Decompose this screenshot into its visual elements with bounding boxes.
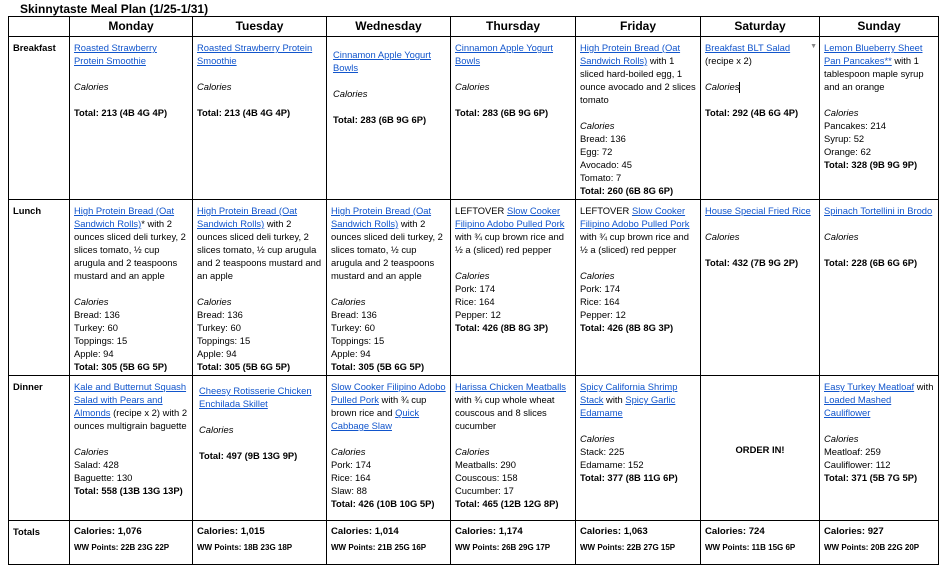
dinner-thursday-cell xyxy=(451,376,576,521)
recipe-description: with ¾ cup brown rice and xyxy=(331,394,427,418)
day-header-wednesday: Wednesday xyxy=(327,17,451,37)
calorie-item: Pork: 174 xyxy=(580,283,621,294)
calories-label: Calories xyxy=(74,446,109,457)
calories-label: Calories xyxy=(824,107,859,118)
day-header-friday: Friday xyxy=(576,17,701,37)
calorie-item: Cucumber: 17 xyxy=(455,485,514,496)
meal-plan-table xyxy=(8,16,939,565)
meal-total: Total: 426 (8B 8G 3P) xyxy=(580,322,674,333)
calorie-item: Toppings: 15 xyxy=(197,335,251,346)
totals-thursday-cell xyxy=(451,521,576,565)
breakfast-saturday-cell[interactable] xyxy=(701,37,820,200)
calories-label: Calories xyxy=(705,231,740,242)
calorie-item: Salad: 428 xyxy=(74,459,119,470)
daily-calories: Calories: 724 xyxy=(705,526,765,537)
calories-label: Calories xyxy=(824,433,859,444)
ww-points: WW Points: 18B 23G 18P xyxy=(197,543,293,552)
recipe-description: with 2 ounces sliced deli turkey, 2 slices tomato, ½ cup arugula and 2 teaspoons mustard and an apple xyxy=(197,218,322,281)
breakfast-wednesday-cell xyxy=(327,37,451,200)
calorie-item: Avocado: 45 xyxy=(580,159,632,170)
totals-friday-cell xyxy=(576,521,701,565)
recipe-link[interactable]: Breakfast BLT Salad xyxy=(705,42,791,53)
recipe-description: with 1 tablespoon maple syrup and an orange xyxy=(824,55,924,92)
calorie-item: Bread: 136 xyxy=(580,133,626,144)
meal-total: Total: 465 (12B 12G 8P) xyxy=(455,498,559,509)
recipe-link[interactable]: Spicy California Shrimp Stack xyxy=(580,381,678,405)
calories-label: Calories xyxy=(580,120,615,131)
recipe-link[interactable]: Harissa Chicken Meatballs xyxy=(455,381,566,392)
row-label-lunch: Lunch xyxy=(9,200,70,376)
calorie-item: Pepper: 12 xyxy=(455,309,501,320)
calorie-item: Baguette: 130 xyxy=(74,472,133,483)
meal-total: Total: 292 (4B 6G 4P) xyxy=(705,107,799,119)
calories-label: Calories xyxy=(74,296,109,307)
daily-calories: Calories: 1,063 xyxy=(580,526,648,537)
meal-total: Total: 497 (9B 13G 9P) xyxy=(199,450,298,461)
lunch-friday-cell xyxy=(576,200,701,376)
recipe-link[interactable]: High Protein Bread (Oat Sandwich Rolls) xyxy=(197,205,298,229)
calorie-item: Apple: 94 xyxy=(331,348,371,359)
dinner-monday-cell xyxy=(70,376,193,521)
recipe-link[interactable]: High Protein Bread (Oat Sandwich Rolls) xyxy=(580,42,681,66)
calories-label: Calories xyxy=(331,446,366,457)
lunch-tuesday-cell xyxy=(193,200,327,376)
calories-label: Calories xyxy=(333,88,368,99)
ww-points: WW Points: 22B 23G 22P xyxy=(74,543,170,552)
calorie-item: Turkey: 60 xyxy=(74,322,118,333)
calorie-item: Syrup: 52 xyxy=(824,133,865,144)
totals-row xyxy=(9,521,939,565)
lunch-monday-cell xyxy=(70,200,193,376)
dinner-sunday-cell xyxy=(820,376,939,521)
recipe-link[interactable]: Kale and Butternut Squash Salad with Pears and Almonds xyxy=(74,381,187,418)
recipe-link-secondary[interactable]: Loaded Mashed Cauliflower xyxy=(824,394,892,418)
calories-label: Calories xyxy=(824,231,859,242)
recipe-link[interactable]: Cheesy Rotisserie Chicken Enchilada Skillet xyxy=(199,385,312,409)
meal-total: Total: 558 (13B 13G 13P) xyxy=(74,485,183,496)
recipe-link[interactable]: Roasted Strawberry Protein Smoothie xyxy=(197,42,313,66)
calorie-item: Apple: 94 xyxy=(197,348,237,359)
lunch-row xyxy=(9,200,939,376)
row-label-dinner: Dinner xyxy=(9,376,70,521)
recipe-link[interactable]: Slow Cooker Filipino Adobo Pulled Pork xyxy=(580,205,690,229)
ww-points: WW Points: 26B 29G 17P xyxy=(455,543,551,552)
recipe-description: with xyxy=(914,381,934,392)
recipe-link[interactable]: Slow Cooker Filipino Adobo Pulled Pork xyxy=(455,205,565,229)
calorie-item: Tomato: 7 xyxy=(580,172,622,183)
corner-cell xyxy=(9,17,70,37)
recipe-link[interactable]: Cinnamon Apple Yogurt Bowls xyxy=(455,42,553,66)
day-header-monday: Monday xyxy=(70,17,193,37)
lunch-wednesday-cell xyxy=(327,200,451,376)
meal-total: Total: 328 (9B 9G 9P) xyxy=(824,159,918,170)
recipe-link-secondary[interactable]: Spicy Garlic Edamame xyxy=(580,394,676,418)
day-header-saturday: Saturday xyxy=(701,17,820,37)
breakfast-tuesday-cell xyxy=(193,37,327,200)
ww-points: WW Points: 22B 27G 15P xyxy=(580,543,676,552)
recipe-description: with ¾ cup brown rice and ½ a (sliced) red pepper xyxy=(580,231,689,255)
meal-total: Total: 371 (5B 7G 5P) xyxy=(824,472,918,483)
lunch-thursday-cell xyxy=(451,200,576,376)
recipe-link[interactable]: Roasted Strawberry Protein Smoothie xyxy=(74,42,157,66)
calories-label: Calories xyxy=(455,446,490,457)
recipe-link[interactable]: House Special Fried Rice xyxy=(705,205,811,216)
recipe-link[interactable]: High Protein Bread (Oat Sandwich Rolls) xyxy=(74,205,175,229)
day-header-tuesday: Tuesday xyxy=(193,17,327,37)
recipe-description: with ¾ cup brown rice and ½ a (sliced) red pepper xyxy=(455,231,564,255)
breakfast-monday-cell xyxy=(70,37,193,200)
calorie-item: Edamame: 152 xyxy=(580,459,644,470)
calorie-item: Rice: 164 xyxy=(331,472,371,483)
calorie-item: Slaw: 88 xyxy=(331,485,367,496)
daily-calories: Calories: 1,076 xyxy=(74,526,142,537)
totals-tuesday-cell xyxy=(193,521,327,565)
recipe-link[interactable]: Spinach Tortellini in Brodo xyxy=(824,205,933,216)
calorie-item: Toppings: 15 xyxy=(74,335,128,346)
day-header-thursday: Thursday xyxy=(451,17,576,37)
daily-calories: Calories: 1,014 xyxy=(331,526,399,537)
dropdown-arrow-icon[interactable]: ▼ xyxy=(810,43,817,50)
ww-points: WW Points: 11B 15G 6P xyxy=(705,543,796,552)
calorie-item: Bread: 136 xyxy=(74,309,120,320)
day-header-sunday: Sunday xyxy=(820,17,939,37)
recipe-description: * with 2 ounces sliced deli turkey, 2 slices tomato, ½ cup arugula and 2 teaspoons mustard and an apple xyxy=(74,218,186,281)
totals-saturday-cell xyxy=(701,521,820,565)
breakfast-row xyxy=(9,37,939,200)
calories-label: Calories xyxy=(199,424,234,435)
row-label-breakfast: Breakfast xyxy=(9,37,70,200)
calorie-item: Toppings: 15 xyxy=(331,335,385,346)
breakfast-friday-cell xyxy=(576,37,701,200)
ww-points: WW Points: 21B 25G 16P xyxy=(331,543,427,552)
meal-total: Total: 283 (6B 9G 6P) xyxy=(455,107,549,118)
calorie-item: Apple: 94 xyxy=(74,348,114,359)
row-label-totals: Totals xyxy=(9,521,70,565)
meal-total: Total: 283 (6B 9G 6P) xyxy=(333,114,427,125)
totals-wednesday-cell xyxy=(327,521,451,565)
calories-label: Calories xyxy=(705,81,740,92)
calories-label: Calories xyxy=(331,296,366,307)
lunch-saturday-cell xyxy=(701,200,820,376)
calorie-item: Orange: 62 xyxy=(824,146,871,157)
recipe-description: (recipe x 2) xyxy=(705,55,752,66)
calorie-item: Pork: 174 xyxy=(455,283,496,294)
meal-total: Total: 260 (6B 8G 6P) xyxy=(580,185,674,196)
meal-total: Total: 305 (5B 6G 5P) xyxy=(331,361,425,372)
meal-total: Total: 213 (4B 4G 4P) xyxy=(197,107,291,118)
recipe-description: with 2 ounces sliced deli turkey, 2 slices tomato, ½ cup arugula and 2 teaspoons mustard and an apple xyxy=(331,218,443,281)
dinner-row xyxy=(9,376,939,521)
dinner-friday-cell xyxy=(576,376,701,521)
calorie-item: Meatloaf: 259 xyxy=(824,446,881,457)
page-title: Skinnytaste Meal Plan (1/25-1/31) xyxy=(20,2,209,16)
breakfast-sunday-cell xyxy=(820,37,939,200)
recipe-link[interactable]: Easy Turkey Meatloaf xyxy=(824,381,915,392)
breakfast-thursday-cell xyxy=(451,37,576,200)
calorie-item: Bread: 136 xyxy=(331,309,377,320)
calories-label: Calories xyxy=(197,296,232,307)
calorie-item: Turkey: 60 xyxy=(197,322,241,333)
calories-label: Calories xyxy=(580,270,615,281)
recipe-link[interactable]: Cinnamon Apple Yogurt Bowls xyxy=(333,49,431,73)
calorie-item: Turkey: 60 xyxy=(331,322,375,333)
calorie-item: Rice: 164 xyxy=(455,296,495,307)
calorie-item: Meatballs: 290 xyxy=(455,459,516,470)
recipe-description: with xyxy=(603,394,626,405)
calories-input[interactable] xyxy=(705,80,815,93)
calorie-item: Pork: 174 xyxy=(331,459,372,470)
calorie-item: Cauliflower: 112 xyxy=(824,459,891,470)
meal-total: Total: 305 (5B 6G 5P) xyxy=(197,361,291,372)
calorie-item: Bread: 136 xyxy=(197,309,243,320)
meal-total: Total: 426 (8B 8G 3P) xyxy=(455,322,549,333)
recipe-link[interactable]: Slow Cooker Filipino Adobo Pulled Pork xyxy=(331,381,446,405)
calorie-item: Pancakes: 214 xyxy=(824,120,887,131)
daily-calories: Calories: 927 xyxy=(824,526,884,537)
meal-total: Total: 426 (10B 10G 5P) xyxy=(331,498,435,509)
recipe-link[interactable]: Lemon Blueberry Sheet Pan Pancakes** xyxy=(824,42,923,66)
daily-calories: Calories: 1,015 xyxy=(197,526,265,537)
calories-label: Calories xyxy=(74,81,109,92)
ww-points: WW Points: 20B 22G 20P xyxy=(824,543,920,552)
leftover-label: LEFTOVER xyxy=(580,205,632,216)
header-row xyxy=(9,17,939,37)
calories-label: Calories xyxy=(197,81,232,92)
calorie-item: Couscous: 158 xyxy=(455,472,518,483)
lunch-sunday-cell xyxy=(820,200,939,376)
recipe-description: with ¾ cup whole wheat couscous and 8 slices cucumber xyxy=(455,394,555,431)
calories-label: Calories xyxy=(455,81,490,92)
calorie-item: Pepper: 12 xyxy=(580,309,626,320)
calorie-item: Rice: 164 xyxy=(580,296,620,307)
calorie-item: Egg: 72 xyxy=(580,146,613,157)
meal-total: Total: 228 (6B 6G 6P) xyxy=(824,257,918,268)
calorie-item: Stack: 225 xyxy=(580,446,625,457)
text-cursor xyxy=(739,82,740,93)
recipe-description: with 1 sliced hard-boiled egg, 1 ounce avocado and 2 slices tomato xyxy=(580,55,696,105)
meal-total: Total: 377 (8B 11G 6P) xyxy=(580,472,678,483)
totals-monday-cell xyxy=(70,521,193,565)
calories-label: Calories xyxy=(580,433,615,444)
dinner-tuesday-cell xyxy=(193,376,327,521)
meal-total: Total: 432 (7B 9G 2P) xyxy=(705,257,799,268)
meal-total: Total: 305 (5B 6G 5P) xyxy=(74,361,168,372)
recipe-link-secondary[interactable]: Quick Cabbage Slaw xyxy=(331,407,420,431)
meal-total: Total: 213 (4B 4G 4P) xyxy=(74,107,168,118)
dinner-wednesday-cell xyxy=(327,376,451,521)
dinner-saturday-cell: ORDER IN! xyxy=(701,376,820,521)
calories-label: Calories xyxy=(455,270,490,281)
recipe-link[interactable]: High Protein Bread (Oat Sandwich Rolls) xyxy=(331,205,432,229)
totals-sunday-cell xyxy=(820,521,939,565)
daily-calories: Calories: 1,174 xyxy=(455,526,523,537)
leftover-label: LEFTOVER xyxy=(455,205,507,216)
recipe-description: (recipe x 2) with 2 ounces multigrain baguette xyxy=(74,407,188,431)
